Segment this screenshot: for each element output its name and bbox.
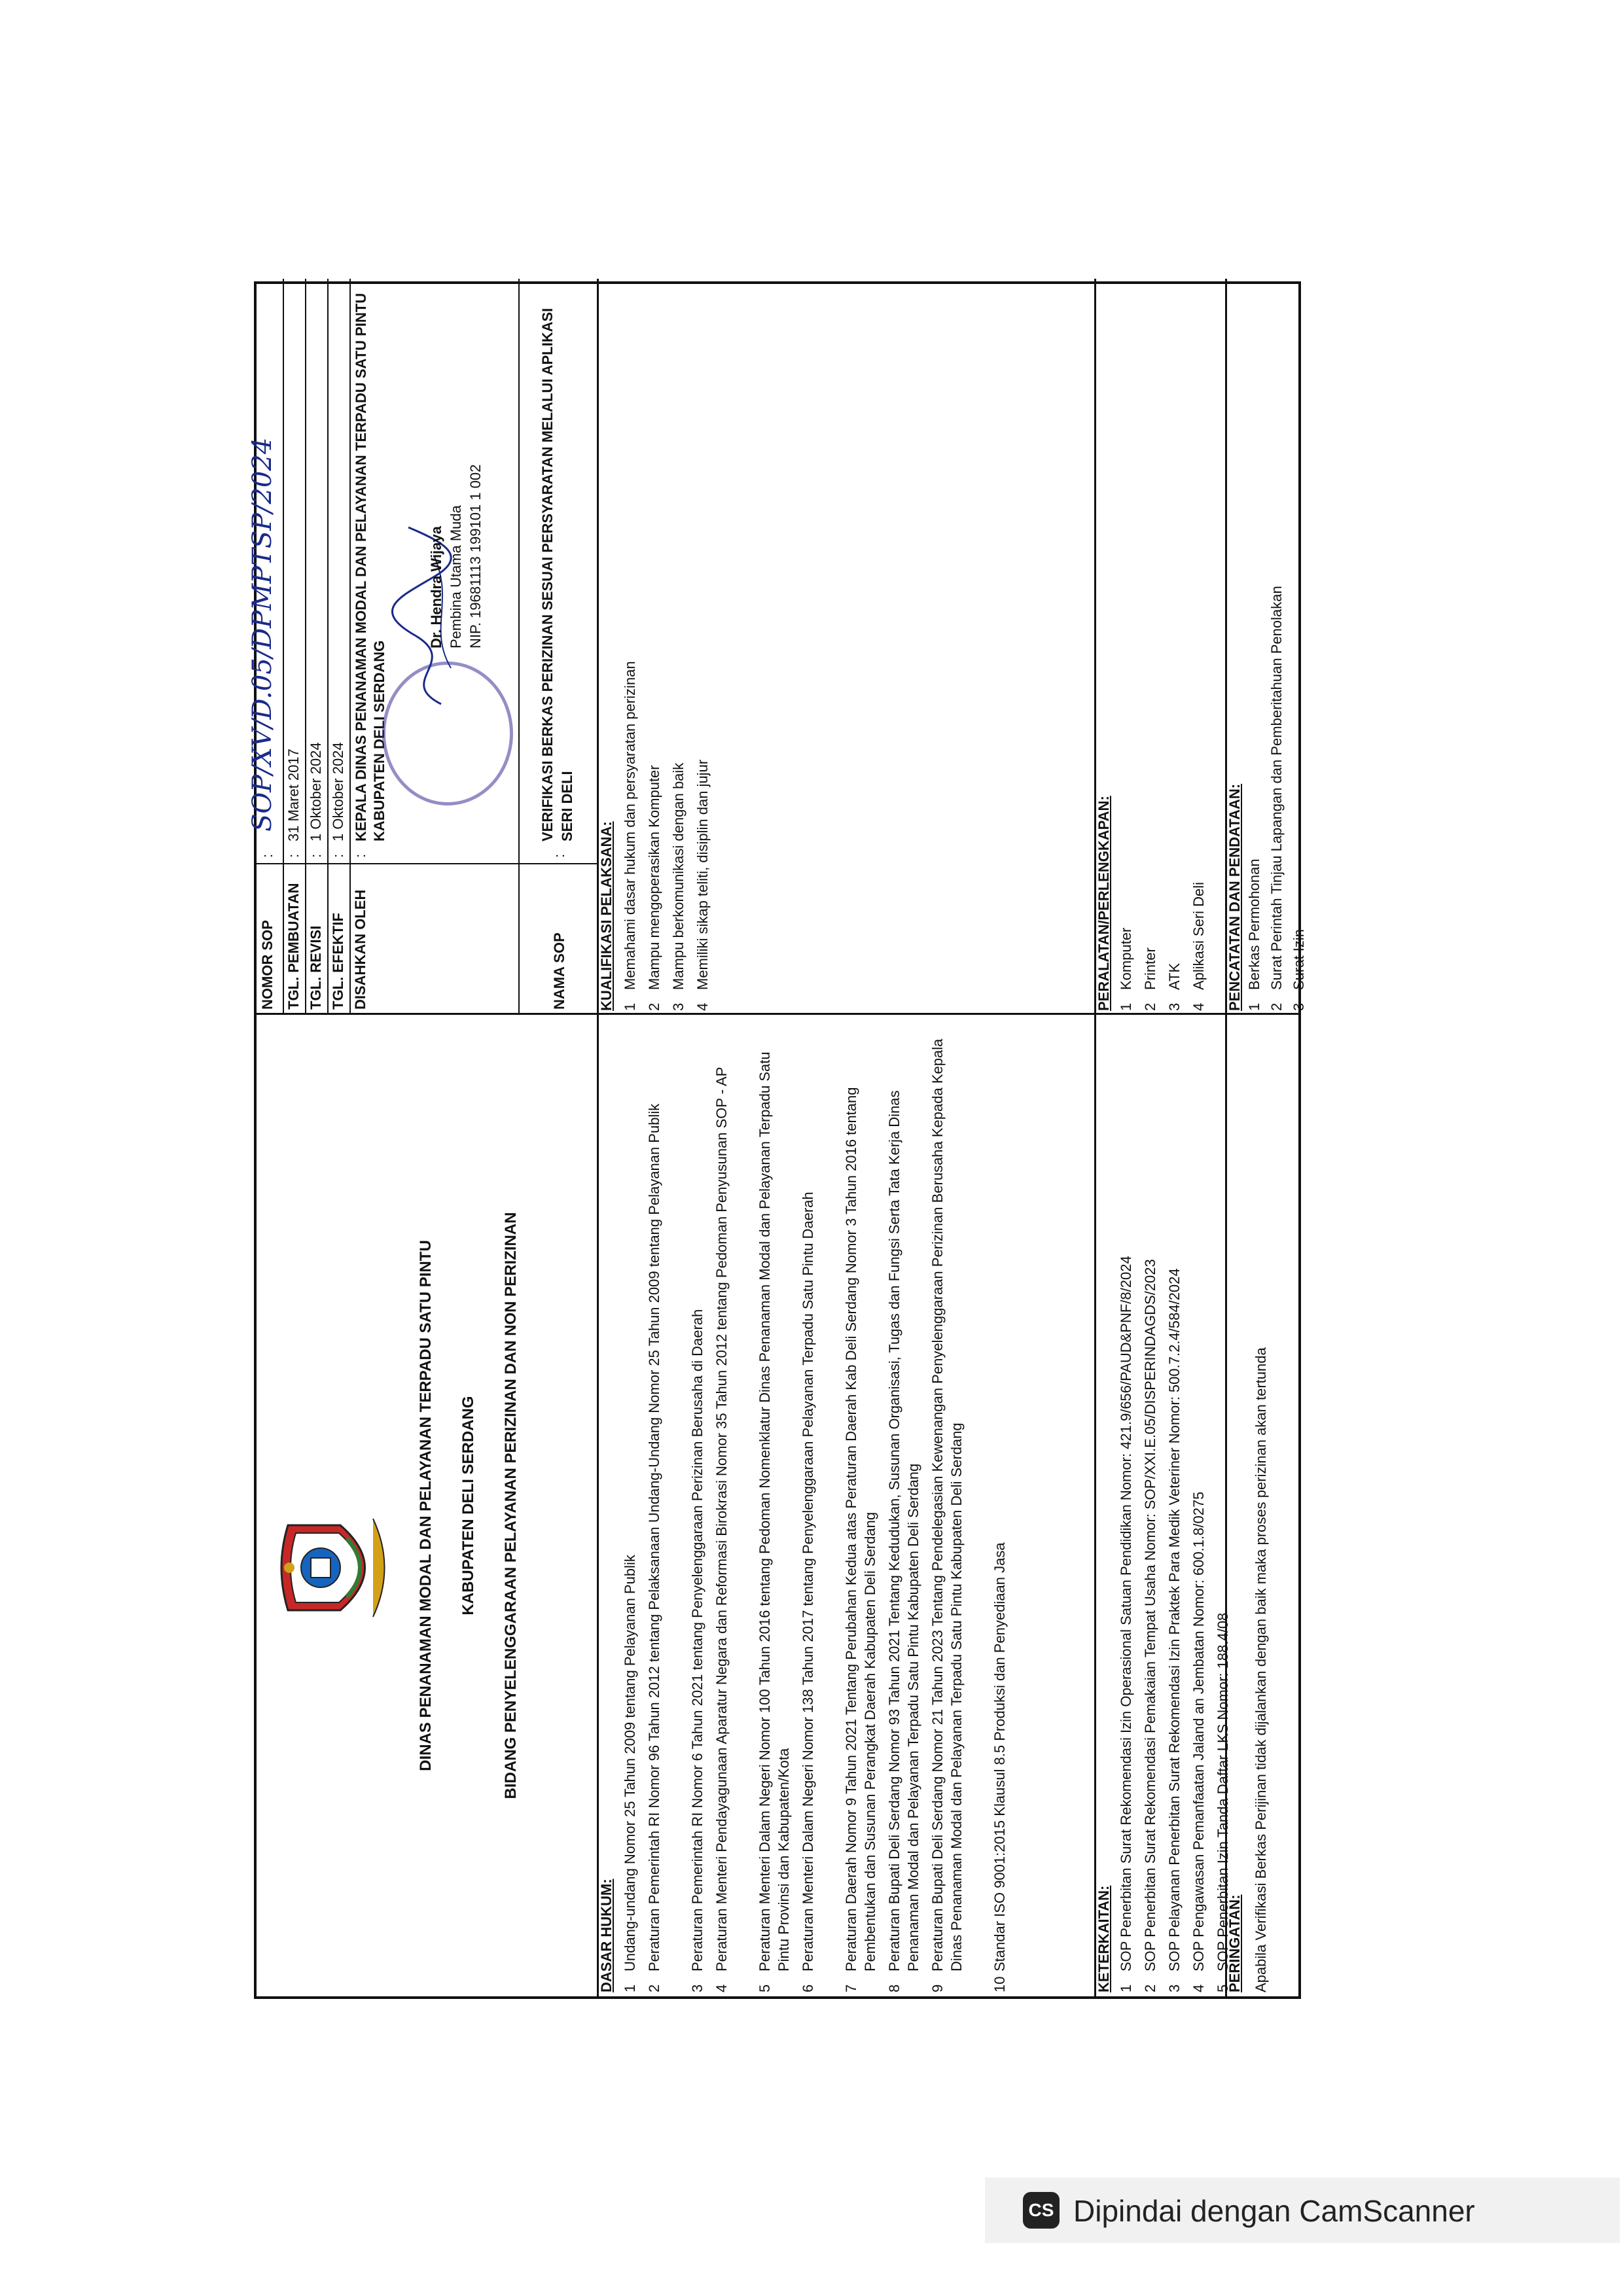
keterkaitan-section bbox=[1094, 1013, 1231, 1996]
list-item-text: SOP Penerbitan Surat Rekomendasi Izin Operasional Satuan Pendidikan Nomor: 421.9/656/PAUD&PNF/8/2024 bbox=[1118, 1256, 1134, 1971]
peralatan-title: PERALATAN/PERLENGKAPAN: bbox=[1096, 796, 1112, 1011]
deli-serdang-emblem-icon bbox=[275, 1512, 393, 1623]
dasar-hukum-section bbox=[597, 1013, 1096, 1996]
list-item-text: Mampu berkomunikasi dengan baik bbox=[670, 762, 687, 990]
list-item-number: 2 bbox=[1268, 1002, 1285, 1011]
list-item-text: Peraturan Bupati Deli Serdang Nomor 21 Tahun 2023 Tentang Pendelegasian Kewenangan Penyelenggaraan Perizinan Berusaha Kepada Kepala Dinas Penanaman Modal dan Pelayanan Terpadu Satu Pintu Kabupaten Deli Serdang bbox=[929, 1038, 965, 1971]
meta-row-efektif bbox=[327, 279, 351, 1015]
pencatatan-title: PENCATATAN DAN PENDATAAN: bbox=[1226, 783, 1243, 1011]
list-item-text: Surat Izin bbox=[1291, 929, 1308, 990]
nomor-sop-handwritten: SOP/XV/D.05/DPMPTSP/2024 bbox=[247, 437, 277, 832]
list-item-text: Memiliki sikap teliti, disiplin dan jujur bbox=[694, 759, 711, 990]
list-item-text: Peraturan Daerah Nomor 9 Tahun 2021 Tentang Perubahan Kedua atas Peraturan Daerah Kab Deli Serdang Nomor 3 Tahun 2016 tentang Pembentukan dan Susunan Perangkat Daerah Kabupaten Deli Serdang bbox=[843, 1087, 878, 1971]
list-item-number: 4 bbox=[694, 1002, 711, 1011]
colon: : bbox=[285, 853, 302, 858]
list-item-text: Komputer bbox=[1118, 927, 1134, 990]
camscanner-logo-icon: CS bbox=[1023, 2192, 1060, 2229]
kualifikasi-section bbox=[597, 279, 1096, 1015]
list-item-number: 6 bbox=[800, 1984, 816, 1992]
regency-name: KABUPATEN DELI SERDANG bbox=[459, 1396, 477, 1616]
list-item-text: SOP Pengawasan Pemanfaatan Jaland an Jembatan Nomor: 600.1.8/0275 bbox=[1190, 1491, 1207, 1971]
list-item-number: 1 bbox=[1246, 1002, 1262, 1011]
list-item-text: Peraturan Bupati Deli Serdang Nomor 93 Tahun 2021 Tentang Kedudukan, Susunan Organisasi, Tugas dan Fungsi Serta Tata Kerja Dinas Penanaman Modal dan Pelayanan Terpadu Satu Pintu Kabupaten Deli Serdang bbox=[886, 1090, 921, 1971]
disahkan-value: KEPALA DINAS PENANAMAN MODAL DAN PELAYANAN TERPADU SATU PINTU KABUPATEN DELI SERDANG bbox=[353, 292, 387, 841]
signer-name: Dr. Hendra Wijaya bbox=[428, 526, 444, 648]
nomor-sop-label: NOMOR SOP bbox=[259, 920, 276, 1010]
list-item-number: 2 bbox=[1142, 1984, 1158, 1992]
list-item-number: 5 bbox=[757, 1984, 773, 1992]
dasar-hukum-title: DASAR HUKUM: bbox=[598, 1879, 615, 1992]
list-item-text: Peraturan Menteri Dalam Negeri Nomor 100 Tahun 2016 tentang Pedoman Nomenklatur Dinas Penanaman Modal dan Pelayanan Terpadu Satu Pintu Provinsi dan Kabupaten/Kota bbox=[757, 1051, 792, 1971]
list-item-text: SOP Pelayanan Penerbitan Surat Rekomendasi Izin Praktek Para Medik Veteriner Nomor: 500.7.2.4/584/2024 bbox=[1166, 1268, 1183, 1971]
sop-meta-block bbox=[247, 279, 597, 1015]
list-item-number: 8 bbox=[886, 1984, 902, 1992]
list-item-number: 1 bbox=[1118, 1002, 1134, 1011]
colon: : bbox=[352, 853, 368, 858]
tgl-pembuatan-label: TGL. PEMBUATAN bbox=[285, 883, 302, 1010]
division-name: BIDANG PENYELENGGARAAN PELAYANAN PERIZINAN DAN NON PERIZINAN bbox=[502, 1212, 520, 1799]
meta-row-disahkan bbox=[349, 279, 520, 1015]
institution-name: DINAS PENANAMAN MODAL DAN PELAYANAN TERPADU SATU PINTU bbox=[417, 1240, 435, 1771]
signer-nip: NIP. 19681113 199101 1 002 bbox=[467, 464, 484, 648]
meta-row-pembuatan bbox=[283, 279, 306, 1015]
sop-document bbox=[247, 281, 1308, 1999]
list-item-text: Peraturan Menteri Pendayagunaan Aparatur Negara dan Reformasi Birokrasi Nomor 35 Tahun 2012 tentang Pedoman Penyusunan SOP - AP bbox=[713, 1067, 730, 1971]
list-item-number: 2 bbox=[646, 1984, 662, 1992]
list-item-text: SOP Penerbitan Surat Rekomendasi Pemakaian Tempat Usaha Nomor: SOP/XXI.E.05/DISPERINDAGDS/2023 bbox=[1142, 1259, 1158, 1971]
list-item-number: 1 bbox=[622, 1984, 638, 1992]
list-item-number: 1 bbox=[622, 1002, 638, 1011]
list-item-text: SOP Penerbitan Izin Tanda Daftar LKS Nomor: 188.4/08 bbox=[1215, 1612, 1231, 1971]
peringatan-text: Apabila Verifikasi Berkas Perijinan tidak dijalankan dengan baik maka proses perizinan akan tertunda bbox=[1253, 1347, 1269, 1992]
list-item-number: 3 bbox=[1166, 1002, 1183, 1011]
list-item-number: 9 bbox=[929, 1984, 946, 1992]
nama-sop-value: VERIFIKASI BERKAS PERIZINAN SESUAI PERSYARATAN MELALUI APLIKASI SERI DELI bbox=[539, 308, 575, 841]
nama-sop-label: NAMA SOP bbox=[551, 932, 567, 1010]
peringatan-section bbox=[1225, 1013, 1298, 1996]
peringatan-title: PERINGATAN: bbox=[1226, 1894, 1243, 1992]
list-item-number: 4 bbox=[1190, 1002, 1207, 1011]
pencatatan-section bbox=[1225, 279, 1308, 1015]
camscanner-watermark bbox=[985, 2178, 1620, 2243]
keterkaitan-title: KETERKAITAN: bbox=[1096, 1885, 1112, 1992]
list-item-text: Aplikasi Seri Deli bbox=[1190, 881, 1207, 990]
kualifikasi-title: KUALIFIKASI PELAKSANA: bbox=[598, 821, 615, 1011]
list-item-number: 3 bbox=[1166, 1984, 1183, 1992]
list-item-number: 4 bbox=[1190, 1984, 1207, 1992]
colon: : bbox=[259, 853, 276, 858]
list-item-text: Peraturan Menteri Dalam Negeri Nomor 138 Tahun 2017 tentang Penyelenggaraan Pelayanan Terpadu Satu Pintu Daerah bbox=[800, 1192, 816, 1971]
list-item-number: 10 bbox=[991, 1976, 1008, 1992]
sop-header bbox=[247, 279, 599, 1996]
list-item-number: 3 bbox=[1291, 1002, 1308, 1011]
list-item-number: 7 bbox=[843, 1984, 859, 1992]
list-item-text: Mampu mengoperasikan Komputer bbox=[646, 765, 662, 990]
list-item-number: 5 bbox=[1215, 1984, 1231, 1992]
list-item-number: 3 bbox=[689, 1984, 705, 1992]
peralatan-section bbox=[1094, 279, 1227, 1015]
list-item-text: Peraturan Pemerintah RI Nomor 6 Tahun 2021 tentang Penyelenggaraan Perizinan Berusaha di Daerah bbox=[689, 1309, 705, 1971]
list-item-number: 2 bbox=[1142, 1002, 1158, 1011]
meta-row-nomor bbox=[247, 279, 284, 1015]
list-item-text: Berkas Permohonan bbox=[1246, 858, 1262, 990]
list-item-number: 2 bbox=[646, 1002, 662, 1011]
list-item-text: Standar ISO 9001:2015 Klausul 8.5 Produksi dan Penyediaan Jasa bbox=[991, 1542, 1008, 1971]
list-item-text: Undang-undang Nomor 25 Tahun 2009 tentang Pelayanan Publik bbox=[622, 1555, 638, 1971]
tgl-efektif-value: 1 Oktober 2024 bbox=[330, 742, 346, 841]
list-item-text: Surat Perintah Tinjau Lapangan dan Pemberitahuan Penolakan bbox=[1268, 586, 1285, 990]
colon: : bbox=[330, 853, 346, 858]
tgl-revisi-value: 1 Oktober 2024 bbox=[308, 742, 324, 841]
colon: : bbox=[551, 853, 567, 858]
tgl-pembuatan-value: 31 Maret 2017 bbox=[285, 749, 302, 841]
institution-block bbox=[257, 1013, 597, 1996]
list-item-text: ATK bbox=[1166, 963, 1183, 990]
disahkan-label: DISAHKAN OLEH bbox=[352, 889, 368, 1010]
signer-rank: Pembina Utama Muda bbox=[448, 505, 464, 648]
colon: : bbox=[308, 853, 324, 858]
tgl-revisi-label: TGL. REVISI bbox=[308, 925, 324, 1010]
list-item-text: Peraturan Pemerintah RI Nomor 96 Tahun 2012 tentang Pelaksanaan Undang-Undang Nomor 25 Tahun 2009 tentang Pelayanan Publik bbox=[646, 1103, 662, 1971]
tgl-efektif-label: TGL. EFEKTIF bbox=[330, 913, 346, 1010]
list-item-text: Memahami dasar hukum dan persyaratan perizinan bbox=[622, 661, 638, 990]
list-item-number: 3 bbox=[670, 1002, 687, 1011]
list-item-number: 1 bbox=[1118, 1984, 1134, 1992]
camscanner-text: Dipindai dengan CamScanner bbox=[1073, 2194, 1475, 2228]
list-item-number: 4 bbox=[713, 1984, 730, 1992]
list-item-text: Printer bbox=[1142, 947, 1158, 990]
meta-row-nama-sop bbox=[518, 279, 597, 1015]
meta-row-revisi bbox=[305, 279, 329, 1015]
